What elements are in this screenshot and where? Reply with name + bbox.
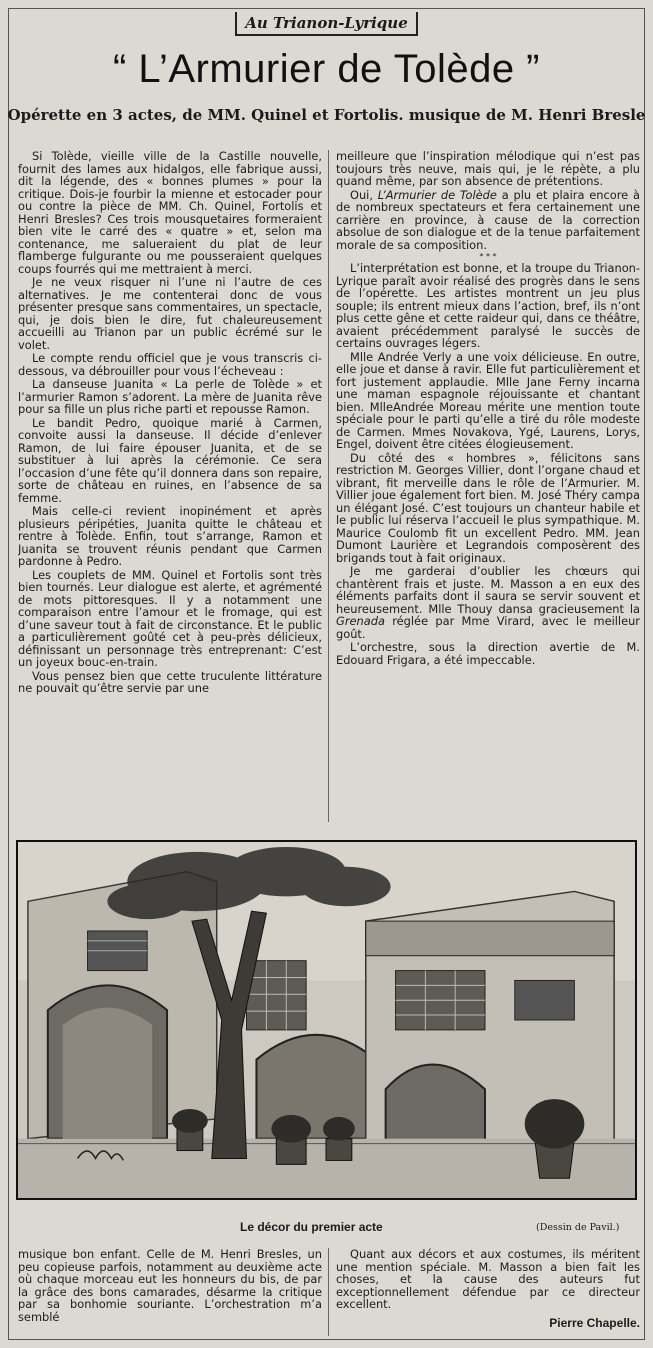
drawing-svg bbox=[18, 842, 635, 1198]
left-column bbox=[18, 150, 322, 822]
paragraph: meilleure que l’inspiration mélodique qui n’est pas toujours très neuve, mais qui, je le répète, a plu quand même, par son absence de prétentions. bbox=[336, 150, 640, 188]
dance-title: Grenada bbox=[336, 614, 385, 628]
paragraph: Le compte rendu officiel que je vous transcris ci-dessous, va débrouiller pour vous l’écheveau : bbox=[18, 351, 322, 378]
section-rubric: Au Trianon-Lyrique bbox=[235, 12, 417, 36]
bottom-right-column bbox=[336, 1248, 640, 1336]
column-divider bbox=[328, 150, 329, 822]
paragraph: Je ne veux risquer ni l’une ni l’autre de ces alternatives. Je me contenterai donc de vous présenter presque sans commentaires, un spectacle, qui, je dois bien le dire, fut chaleureusement accueilli au Trianon par un public écrémé sur le volet. bbox=[18, 275, 322, 352]
paragraph bbox=[336, 189, 640, 252]
paragraph bbox=[336, 565, 640, 640]
article-title: “ L’Armurier de Tolède ” bbox=[113, 47, 540, 91]
paragraph: Du côté des « hombres », félicitons sans restriction M. Georges Villier, dont l’organe chaud et vibrant, fit merveille dans le rôle de l’Armurier. M. Villier joue également fort bien. M. José Théry campa un élégant José. C’est toujours un chanteur habile et le public lui réserva l’accueil le plus sympathique. M. Maurice Coulomb fit un excellent Pedro. MM. Jean Dumont Laurière et Legrandois composèrent des brigands tout à fait originaux. bbox=[336, 450, 640, 565]
author-signature: Pierre Chapelle. bbox=[549, 1315, 640, 1330]
paragraph: Si Tolède, vieille ville de la Castille nouvelle, fournit des lames aux hidalgos, elle fabrique aussi, dit la légende, des « bonnes plumes » pour la critique. Dois-je fourbir la mienne et estocader pour ou contre la pièce de MM. Ch. Quinel, Fortolis et Henri Bresles? Ces trois mousquetaires formeraient bien vite le carré des « quatre » et, selon ma contenance, me salueraient du plat de leur flamberge fulgurante ou me pousseraient quelques coups fourrés qui me mettraient à merci. bbox=[18, 150, 322, 276]
play-title: L’Armurier de Tolède bbox=[377, 187, 497, 202]
column-divider bbox=[328, 1248, 329, 1336]
paragraph: musique bon enfant. Celle de M. Henri Bresles, un peu copieuse parfois, notamment au deuxième acte où chaque morceau eut les honneurs du bis, de par la grâce des bons camarades, désarme la critique par sa bonhomie souriante. L’orchestration m’a semblé bbox=[18, 1248, 322, 1324]
text-run: a plu et plaira encore à de nombreux spectateurs et fera certainement une carrière en province, à cause de la correction absolue de son dialogue et de la tenue parfaitement morale de sa composition. bbox=[336, 187, 640, 252]
text-run: Je me garderai d’oublier les chœurs qui chantèrent frais et juste. M. Masson a en eux des éléments parfaits dont il saura se servir souvent et heureusement. bbox=[336, 564, 640, 616]
right-column bbox=[336, 150, 640, 822]
bottom-left-column bbox=[18, 1248, 322, 1336]
rubric-wrap bbox=[0, 12, 653, 36]
paragraph: Le bandit Pedro, quoique marié à Carmen, convoite aussi la danseuse. Il décide d’enlever Ramon, de lui faire épouser Juanita, et de se substituer à lui après la cérémonie. Ce sera l’occasion d’une fête qu’il donnera dans son repaire, sorte de château en ruines, en l’absence de sa femme. bbox=[18, 415, 322, 505]
paragraph: Quant aux décors et aux costumes, ils méritent une mention spéciale. M. Masson a bien fait les choses, et la cause des auteurs fut exceptionnellement défendue par ce directeur excellent. bbox=[336, 1248, 640, 1311]
article-subtitle: Opérette en 3 actes, de MM. Quinel et Fortolis. musique de M. Henri Bresle bbox=[7, 106, 646, 124]
text-run: Oui, bbox=[350, 187, 378, 202]
paragraph: L’interprétation est bonne, et la troupe du Trianon-Lyrique paraît avoir réalisé des progrès dans le sens de l’opérette. Les artistes montrent un jeu plus souple; ils entrent mieux dans l’action, bref, ils n’ont plus cette gêne et cette raideur qui, dans ce théâtre, avaient précédemment paralysé le succès de certains ouvrages légers. bbox=[336, 261, 640, 350]
section-stars: * * * bbox=[479, 252, 497, 261]
paragraph: Mlle Andrée Verly a une voix délicieuse. En outre, elle joue et danse à ravir. Elle fut particulièrement et fort justement applaudie. Mlle Jane Ferny incarna une maman espagnole réjouissante et chantant bien. MlleAndrée Moreau mérite une mention toute spéciale pour le parti qu’elle a tiré du rôle modeste de Carmen. Mmes Novakova, Ygé, Laurens, Lorys, Engel, doivent être citées élogieusement. bbox=[336, 349, 640, 451]
paragraph: Les couplets de MM. Quinel et Fortolis sont très bien tournés. Leur dialogue est alerte, et agrémenté de mots pittoresques. Il y a notamment une comparaison entre l’amour et le fromage, qui est d’une saveur tout à fait de circonstance. Et le public a particulièrement goûté cet à peu-près délicieux, définissant un personnage très entreprenant: C’est un joyeux bouc-en-train. bbox=[18, 567, 322, 669]
paragraph: La danseuse Juanita « La perle de Tolède » et l’armurier Ramon s’adorent. La mère de Juanita rêve pour sa fille un plus riche parti et repousse Ramon. bbox=[18, 377, 322, 416]
paragraph: Vous pensez bien que cette truculente littérature ne pouvait qu’être servie par une bbox=[18, 668, 322, 695]
paragraph: L’orchestre, sous la direction avertie de M. Edouard Frigara, a été impeccable. bbox=[336, 640, 640, 667]
image-credit: (Dessin de Pavil.) bbox=[536, 1222, 620, 1233]
stage-set-drawing bbox=[16, 840, 637, 1200]
image-caption: Le décor du premier acte bbox=[240, 1220, 383, 1234]
text-run: réglée par Mme Virard, avec le meilleur goût. bbox=[336, 614, 640, 641]
text-run: Mlle Thouy dansa gracieusement la bbox=[428, 601, 640, 616]
paragraph: Mais celle-ci revient inopinément et après plusieurs péripéties, Juanita quitte le château et rentre à Tolède. Enfin, tout s’arrange, Ramon et Juanita se trouvent réunis pendant que Carmen pardonne à Pedro. bbox=[18, 504, 322, 568]
